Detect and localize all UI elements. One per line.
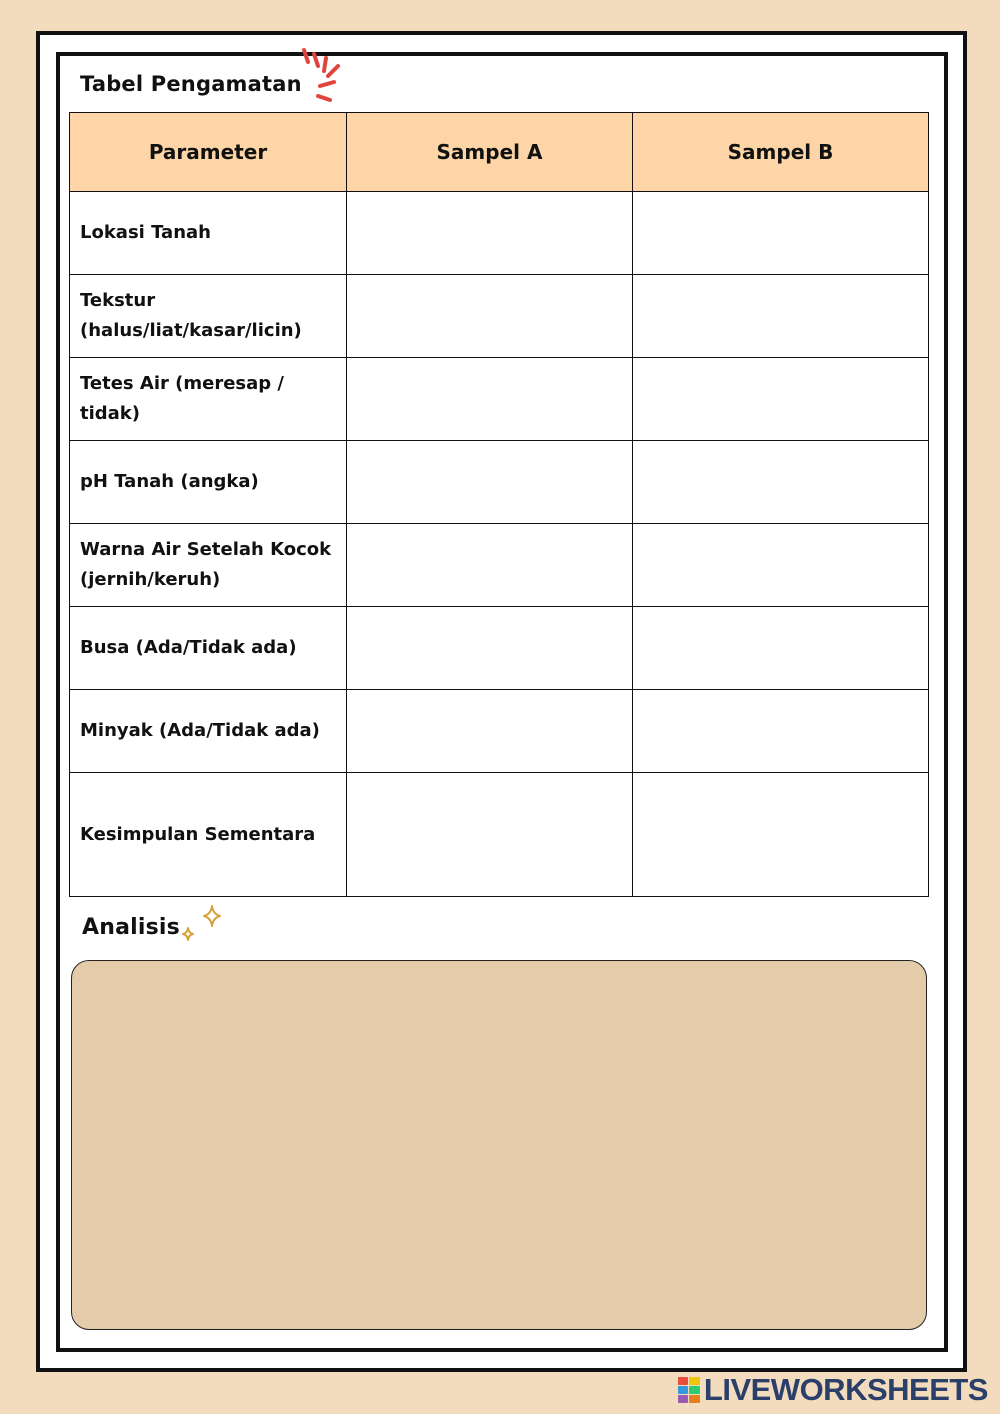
table-row (70, 690, 929, 773)
table-row (70, 358, 929, 441)
parameter-cell: Lokasi Tanah (70, 192, 347, 275)
sampel-a-answer-cell[interactable] (347, 773, 633, 897)
parameter-cell: Minyak (Ada/Tidak ada) (70, 690, 347, 773)
column-header-sampel-a: Sampel A (347, 113, 633, 192)
burst-accent-icon (298, 44, 348, 108)
sampel-a-answer-cell[interactable] (347, 524, 633, 607)
sampel-b-answer-cell[interactable] (633, 192, 929, 275)
table-row (70, 524, 929, 607)
sampel-b-answer-cell[interactable] (633, 441, 929, 524)
table-row (70, 607, 929, 690)
sampel-b-answer-cell[interactable] (633, 607, 929, 690)
analysis-title: Analisis (82, 915, 180, 940)
table-title: Tabel Pengamatan (80, 72, 302, 96)
observation-table (69, 112, 929, 897)
parameter-cell: Warna Air Setelah Kocok (jernih/keruh) (70, 524, 347, 607)
brand-name: LIVEWORKSHEETS (703, 1372, 988, 1407)
table-row (70, 192, 929, 275)
column-header-parameter: Parameter (70, 113, 347, 192)
sampel-b-answer-cell[interactable] (633, 773, 929, 897)
parameter-cell: Tekstur (halus/liat/kasar/licin) (70, 275, 347, 358)
table-row (70, 441, 929, 524)
table-row (70, 773, 929, 897)
sampel-a-answer-cell[interactable] (347, 358, 633, 441)
sampel-a-answer-cell[interactable] (347, 441, 633, 524)
sampel-b-answer-cell[interactable] (633, 358, 929, 441)
table-header-row (70, 113, 929, 192)
sampel-b-answer-cell[interactable] (633, 275, 929, 358)
sampel-a-answer-cell[interactable] (347, 275, 633, 358)
liveworksheets-logo-icon (678, 1377, 700, 1403)
analysis-answer-box[interactable] (71, 960, 927, 1330)
sampel-b-answer-cell[interactable] (633, 690, 929, 773)
liveworksheets-brand (678, 1374, 988, 1406)
sampel-a-answer-cell[interactable] (347, 192, 633, 275)
parameter-cell: Tetes Air (meresap / tidak) (70, 358, 347, 441)
sampel-b-answer-cell[interactable] (633, 524, 929, 607)
sampel-a-answer-cell[interactable] (347, 607, 633, 690)
column-header-sampel-b: Sampel B (633, 113, 929, 192)
parameter-cell: Busa (Ada/Tidak ada) (70, 607, 347, 690)
parameter-cell: Kesimpulan Sementara (70, 773, 347, 897)
sampel-a-answer-cell[interactable] (347, 690, 633, 773)
sparkle-icon (176, 902, 226, 948)
parameter-cell: pH Tanah (angka) (70, 441, 347, 524)
table-row (70, 275, 929, 358)
